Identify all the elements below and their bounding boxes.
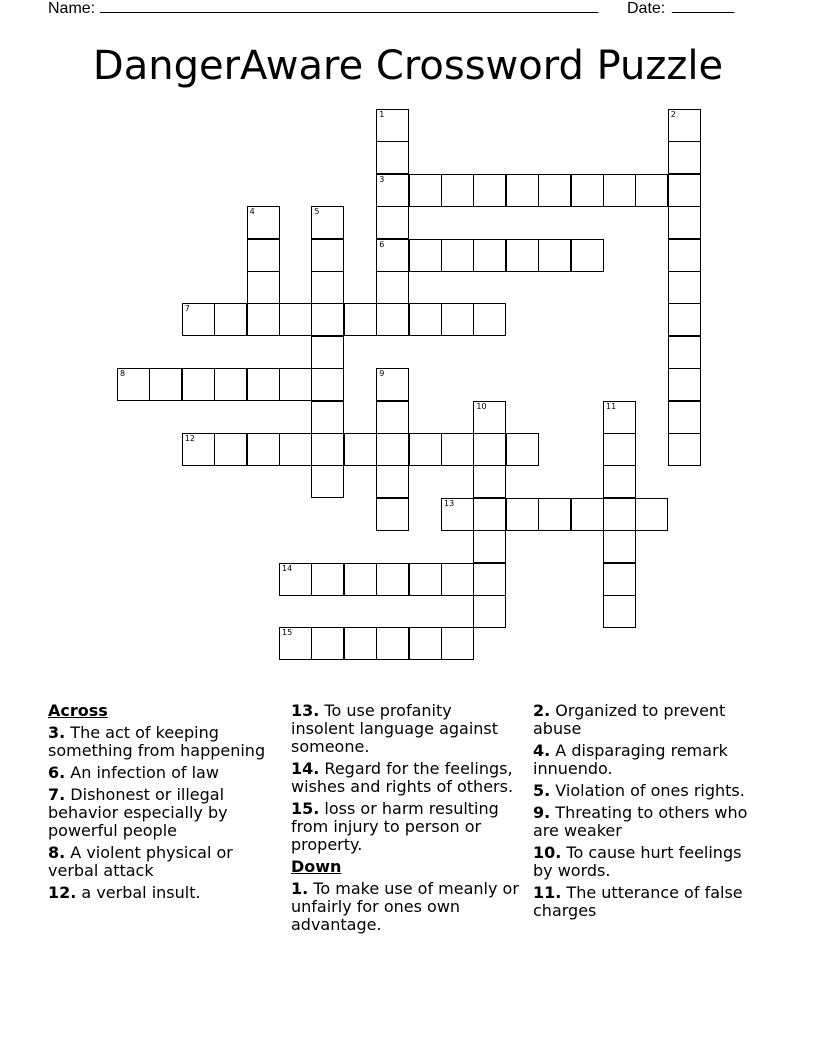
grid-cell[interactable] [311, 563, 344, 596]
grid-cell[interactable] [441, 303, 474, 336]
grid-cell[interactable] [376, 401, 409, 434]
clue-number: 1 [379, 110, 385, 119]
clue-number: 3 [379, 174, 385, 184]
grid-cell[interactable] [409, 174, 442, 207]
clue-text: A disparaging remark innuendo. [533, 741, 728, 778]
grid-cell[interactable] [344, 563, 377, 596]
grid-cell[interactable] [668, 141, 701, 174]
clue-item [533, 702, 761, 738]
grid-cell[interactable] [149, 368, 182, 401]
grid-cell[interactable] [247, 239, 280, 272]
clue-num: 2. [533, 701, 551, 720]
clue-item [291, 702, 519, 756]
clue-num: 13. [291, 701, 320, 720]
grid-cell[interactable] [376, 433, 409, 466]
clue-number: 8 [120, 369, 126, 379]
grid-cell[interactable] [279, 627, 312, 660]
clue-text: Regard for the feelings, wishes and rights of others. [291, 759, 514, 796]
clue-num: 15. [291, 799, 320, 818]
grid-cell[interactable] [311, 271, 344, 304]
grid-cell[interactable] [603, 498, 636, 531]
grid-cell[interactable] [603, 465, 636, 498]
grid-cell[interactable] [344, 433, 377, 466]
clue-number: 11 [606, 401, 617, 411]
clue-num: 5. [533, 781, 551, 800]
clue-item [533, 804, 761, 840]
grid-cell[interactable] [409, 303, 442, 336]
clue-item [48, 764, 276, 782]
clue-num: 3. [48, 723, 66, 742]
clue-number: 10 [476, 401, 487, 411]
grid-cell[interactable] [668, 109, 701, 142]
clue-item [48, 884, 276, 902]
grid-cell[interactable] [473, 595, 506, 628]
clue-num: 4. [533, 741, 551, 760]
clue-number: 2 [670, 110, 676, 119]
grid-cell[interactable] [571, 174, 604, 207]
date-label: Date: [627, 0, 666, 17]
grid-cell[interactable] [668, 239, 701, 272]
name-label: Name: [48, 0, 96, 17]
grid-cell[interactable] [376, 271, 409, 304]
grid-cell[interactable] [538, 174, 571, 207]
clue-column-1 [48, 702, 276, 906]
grid-cell[interactable] [473, 465, 506, 498]
grid-cell[interactable] [376, 206, 409, 239]
grid-cell[interactable] [506, 498, 539, 531]
grid-cell[interactable] [214, 303, 247, 336]
grid-cell[interactable] [409, 627, 442, 660]
clue-num: 14. [291, 759, 320, 778]
clue-item [48, 786, 276, 840]
grid-cell[interactable] [635, 174, 668, 207]
grid-cell[interactable] [376, 368, 409, 401]
grid-cell[interactable] [214, 433, 247, 466]
grid-cell[interactable] [311, 433, 344, 466]
clue-text: a verbal insult. [76, 883, 201, 902]
clue-number: 15 [282, 628, 293, 638]
grid-cell[interactable] [311, 239, 344, 272]
grid-cell[interactable] [182, 368, 215, 401]
grid-cell[interactable] [344, 303, 377, 336]
grid-cell[interactable] [441, 627, 474, 660]
grid-cell[interactable] [603, 563, 636, 596]
clue-num: 6. [48, 763, 66, 782]
grid-cell[interactable] [376, 498, 409, 531]
clue-number: 14 [282, 563, 293, 573]
grid-cell[interactable] [376, 563, 409, 596]
clue-item [533, 884, 761, 920]
clue-item [533, 844, 761, 880]
grid-cell[interactable] [473, 563, 506, 596]
grid-cell[interactable] [506, 239, 539, 272]
grid-cell[interactable] [247, 433, 280, 466]
grid-cell[interactable] [603, 433, 636, 466]
clue-text: The act of keeping something from happening [48, 723, 266, 760]
clue-column-3 [533, 702, 761, 924]
grid-cell[interactable] [473, 401, 506, 434]
clue-text: The utterance of false charges [533, 883, 743, 920]
grid-cell[interactable] [376, 465, 409, 498]
grid-cell[interactable] [441, 174, 474, 207]
grid-cell[interactable] [279, 368, 312, 401]
grid-cell[interactable] [247, 368, 280, 401]
grid-cell[interactable] [117, 368, 150, 401]
clue-text: Threating to others who are weaker [533, 803, 748, 840]
grid-cell[interactable] [441, 563, 474, 596]
clue-num: 1. [291, 879, 309, 898]
grid-cell[interactable] [441, 498, 474, 531]
section-heading-down: Down [291, 857, 342, 876]
grid-cell[interactable] [571, 498, 604, 531]
clue-num: 10. [533, 843, 562, 862]
grid-cell[interactable] [441, 433, 474, 466]
grid-cell[interactable] [376, 174, 409, 207]
grid-cell[interactable] [182, 433, 215, 466]
grid-cell[interactable] [473, 239, 506, 272]
clue-item [291, 800, 519, 854]
grid-cell[interactable] [635, 498, 668, 531]
grid-cell[interactable] [603, 595, 636, 628]
clue-item [291, 880, 519, 934]
name-field-line[interactable]: ________________________________________________________ [100, 0, 599, 14]
grid-cell[interactable] [668, 336, 701, 369]
clue-text: To use profanity insolent language against someone. [291, 701, 499, 756]
grid-cell[interactable] [311, 627, 344, 660]
clue-text: To cause hurt feelings by words. [533, 843, 742, 880]
clue-number: 7 [184, 304, 190, 314]
grid-cell[interactable] [473, 530, 506, 563]
clue-text: loss or harm resulting from injury to person or property. [291, 799, 499, 854]
clue-item [48, 844, 276, 880]
clue-num: 12. [48, 883, 77, 902]
grid-cell[interactable] [376, 303, 409, 336]
clue-item [48, 724, 276, 760]
clue-text: A violent physical or verbal attack [48, 843, 233, 880]
grid-cell[interactable] [182, 303, 215, 336]
grid-cell[interactable] [473, 303, 506, 336]
grid-cell[interactable] [668, 271, 701, 304]
clue-number: 9 [379, 369, 385, 379]
grid-cell[interactable] [603, 401, 636, 434]
grid-cell[interactable] [506, 174, 539, 207]
grid-cell[interactable] [668, 303, 701, 336]
clue-item [533, 742, 761, 778]
clue-number: 4 [249, 207, 255, 217]
grid-cell[interactable] [473, 498, 506, 531]
puzzle-title: DangerAware Crossword Puzzle [92, 43, 724, 89]
grid-cell[interactable] [668, 433, 701, 466]
section-heading-across: Across [48, 701, 108, 720]
grid-cell[interactable] [668, 401, 701, 434]
grid-cell[interactable] [668, 206, 701, 239]
grid-cell[interactable] [311, 465, 344, 498]
clue-text: Organized to prevent abuse [533, 701, 726, 738]
clue-text: Dishonest or illegal behavior especially by powerful people [48, 785, 228, 840]
grid-cell[interactable] [344, 627, 377, 660]
grid-cell[interactable] [603, 530, 636, 563]
clue-number: 13 [444, 498, 455, 508]
grid-cell[interactable] [668, 174, 701, 207]
clue-text: To make use of meanly or unfairly for ones own advantage. [291, 879, 519, 934]
grid-cell[interactable] [668, 368, 701, 401]
grid-cell[interactable] [376, 141, 409, 174]
grid-cell[interactable] [473, 433, 506, 466]
grid-cell[interactable] [538, 239, 571, 272]
clue-number: 5 [314, 207, 320, 217]
clue-num: 11. [533, 883, 562, 902]
grid-cell[interactable] [571, 239, 604, 272]
clue-num: 7. [48, 785, 66, 804]
clue-number: 12 [184, 434, 195, 443]
grid-cell[interactable] [506, 433, 539, 466]
grid-cell[interactable] [311, 401, 344, 434]
clue-num: 9. [533, 803, 551, 822]
grid-cell[interactable] [311, 368, 344, 401]
grid-cell[interactable] [538, 498, 571, 531]
date-field-line[interactable]: _______ [672, 0, 735, 14]
clue-item [291, 760, 519, 796]
clue-text: Violation of ones rights. [550, 781, 745, 800]
grid-cell[interactable] [409, 563, 442, 596]
grid-cell[interactable] [311, 206, 344, 239]
grid-cell[interactable] [409, 239, 442, 272]
grid-cell[interactable] [376, 109, 409, 142]
grid-cell[interactable] [441, 239, 474, 272]
grid-cell[interactable] [279, 303, 312, 336]
grid-cell[interactable] [279, 563, 312, 596]
grid-cell[interactable] [247, 206, 280, 239]
grid-cell[interactable] [247, 303, 280, 336]
clue-text: An infection of law [65, 763, 219, 782]
grid-cell[interactable] [376, 627, 409, 660]
grid-cell[interactable] [214, 368, 247, 401]
clue-num: 8. [48, 843, 66, 862]
clue-column-2 [291, 702, 519, 938]
clue-number: 6 [379, 239, 385, 249]
grid-cell[interactable] [376, 239, 409, 272]
grid-cell[interactable] [247, 271, 280, 304]
grid-cell[interactable] [409, 433, 442, 466]
clue-item [533, 782, 761, 800]
grid-cell[interactable] [473, 174, 506, 207]
grid-cell[interactable] [603, 174, 636, 207]
grid-cell[interactable] [311, 303, 344, 336]
grid-cell[interactable] [279, 433, 312, 466]
grid-cell[interactable] [311, 336, 344, 369]
